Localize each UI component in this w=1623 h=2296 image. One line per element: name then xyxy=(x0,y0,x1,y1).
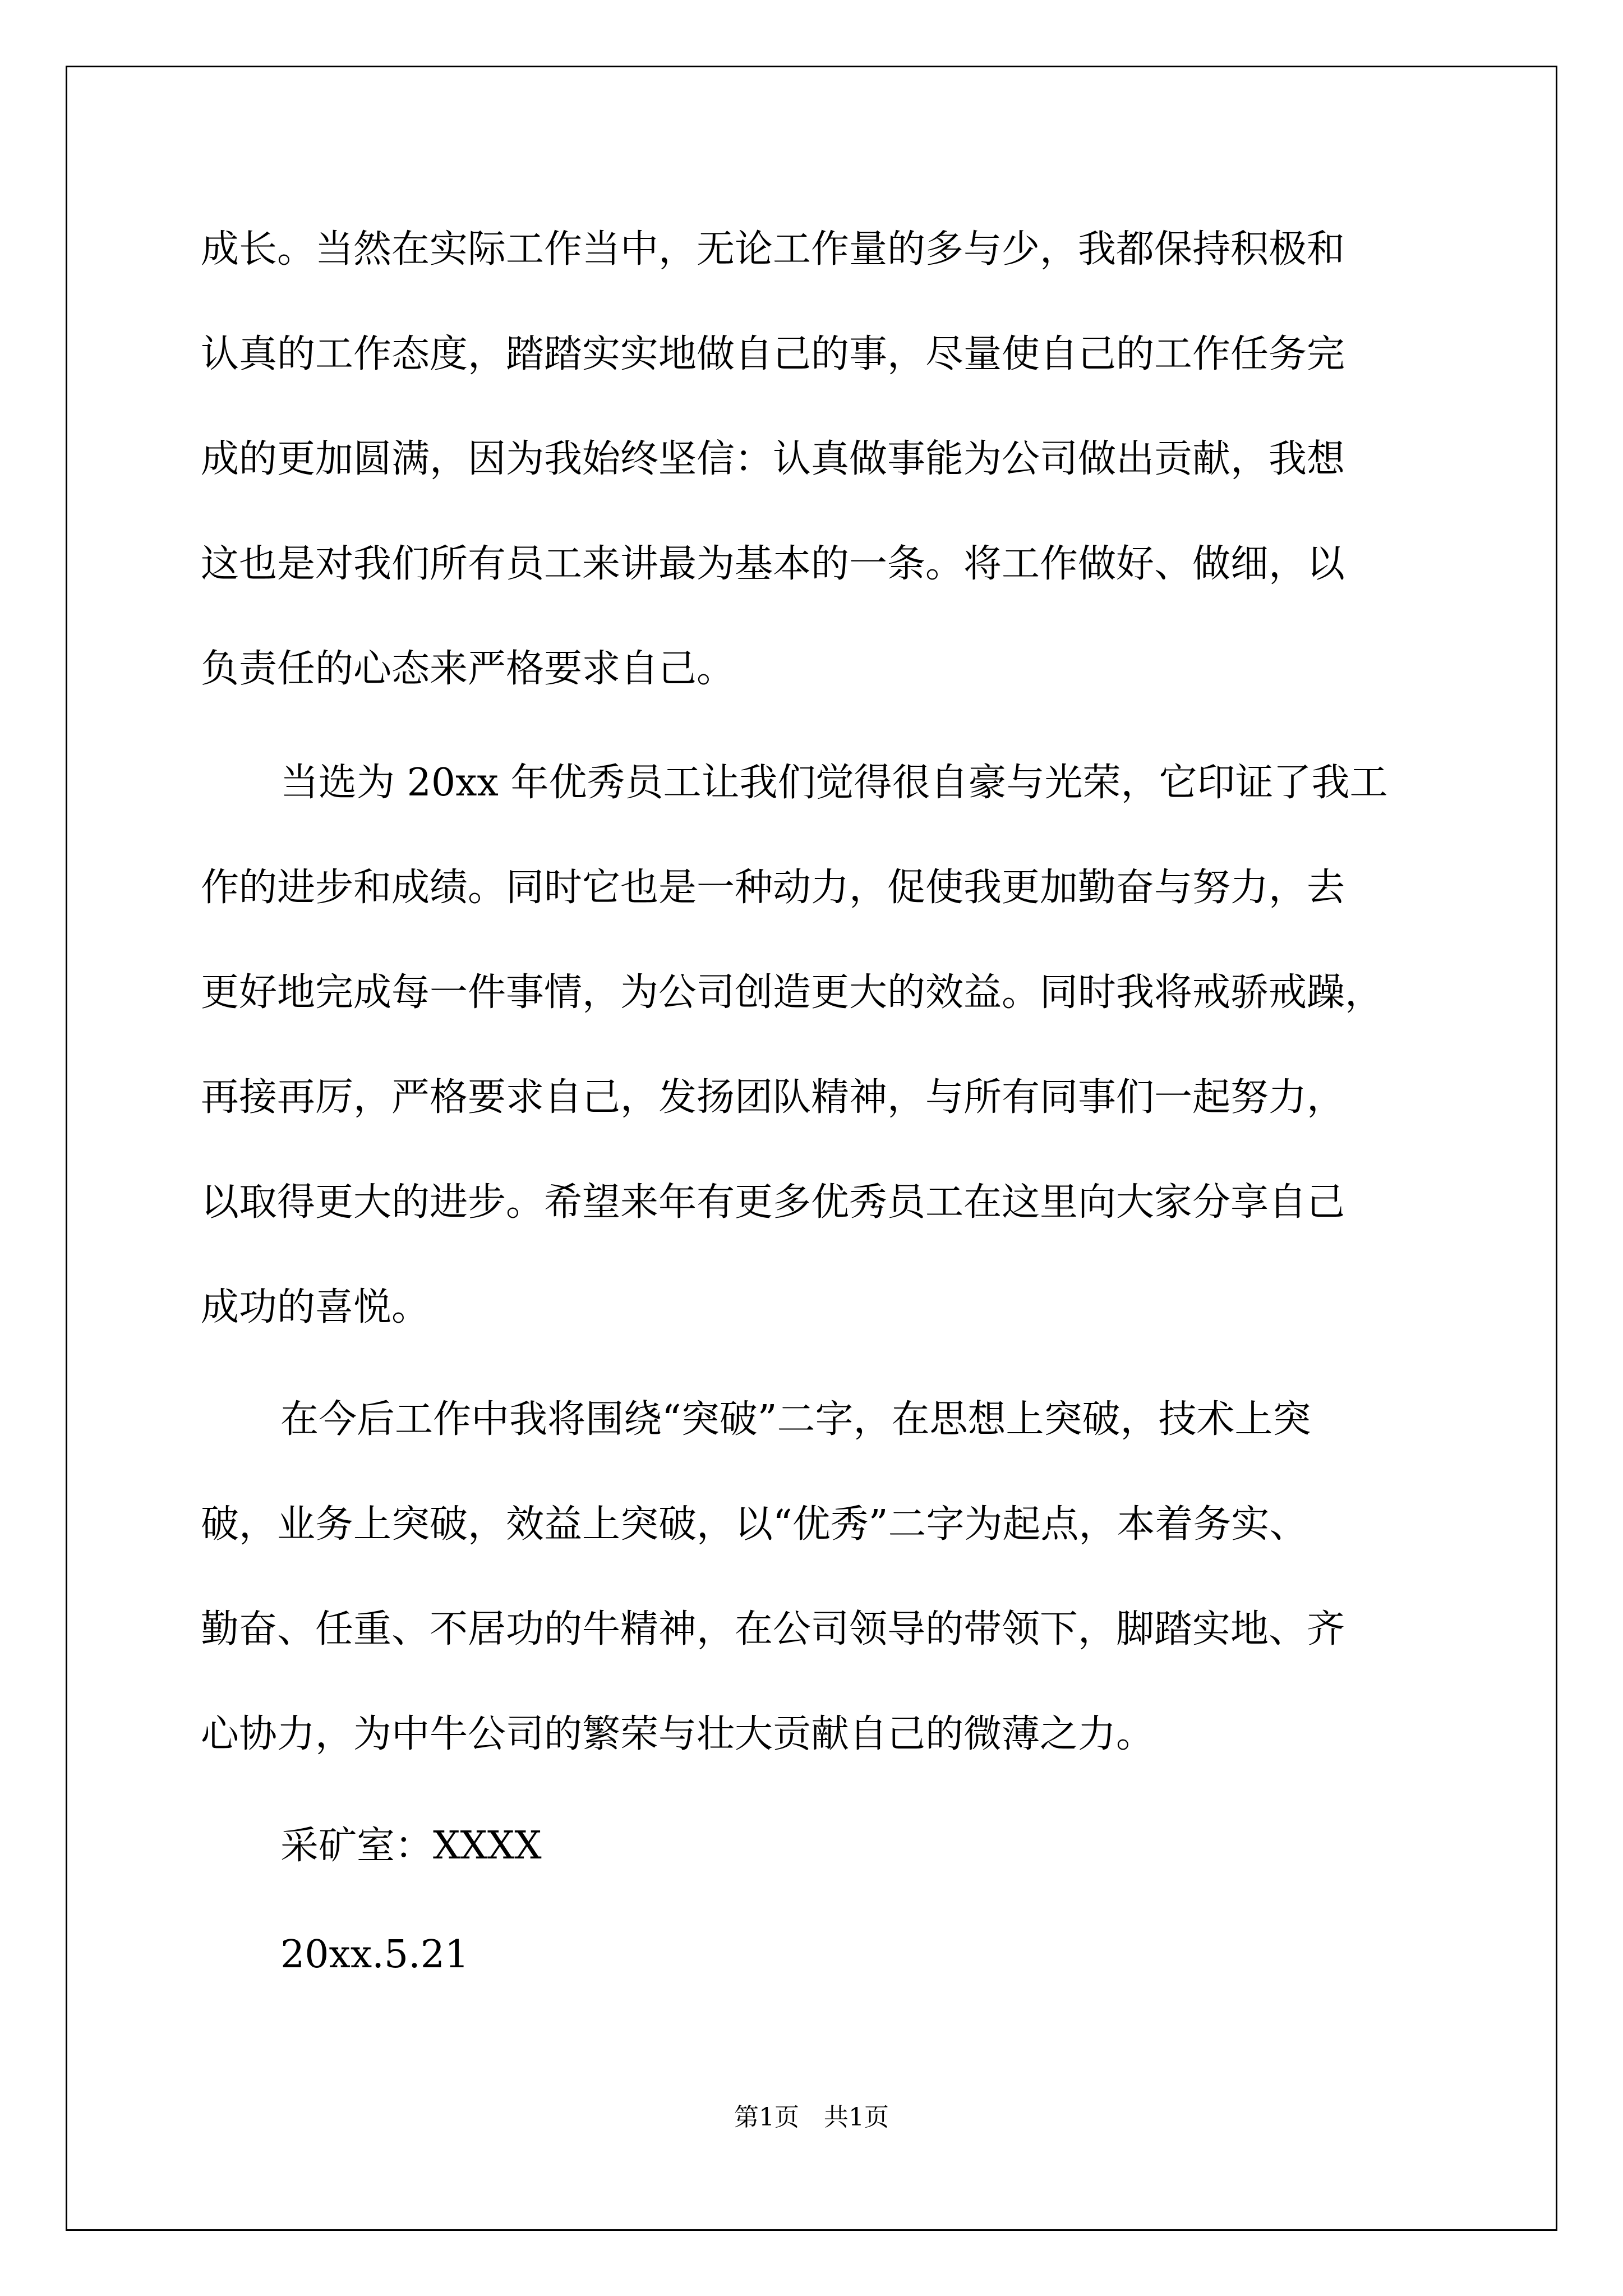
signature-department: 采矿室：XXXX xyxy=(280,1824,542,1868)
text-line: 更好地完成每一件事情，为公司创造更大的效益。同时我将戒骄戒躁， xyxy=(201,970,1384,1015)
text-line: 再接再厉，严格要求自己，发扬团队精神，与所有同事们一起努力， xyxy=(201,1075,1345,1120)
page-border xyxy=(66,66,1557,2231)
text-line: 当选为 20xx 年优秀员工让我们觉得很自豪与光荣，它印证了我工 xyxy=(280,761,1388,805)
page-number: 第1页 共1页 xyxy=(734,2103,889,2132)
text-line: 成长。当然在实际工作当中，无论工作量的多与少，我都保持积极和 xyxy=(201,227,1345,272)
text-line: 这也是对我们所有员工来讲最为基本的一条。将工作做好、做细，以 xyxy=(201,542,1345,586)
text-line: 以取得更大的进步。希望来年有更多优秀员工在这里向大家分享自己 xyxy=(201,1180,1345,1225)
text-line: 作的进步和成绩。同时它也是一种动力，促使我更加勤奋与努力，去 xyxy=(201,866,1345,910)
text-line: 心协力，为中牛公司的繁荣与壮大贡献自己的微薄之力。 xyxy=(201,1712,1155,1756)
text-line: 负责任的心态来严格要求自己。 xyxy=(201,647,735,691)
text-line: 成功的喜悦。 xyxy=(201,1285,430,1329)
text-line: 成的更加圆满，因为我始终坚信：认真做事能为公司做出贡献，我想 xyxy=(201,437,1345,481)
signature-date: 20xx.5.21 xyxy=(280,1932,469,1977)
text-line: 认真的工作态度，踏踏实实地做自己的事，尽量使自己的工作任务完 xyxy=(201,332,1345,376)
text-line: 在今后工作中我将围绕“突破”二字，在思想上突破，技术上突 xyxy=(280,1397,1311,1442)
text-line: 勤奋、任重、不居功的牛精神，在公司领导的带领下，脚踏实地、齐 xyxy=(201,1607,1345,1651)
text-line: 破，业务上突破，效益上突破，以“优秀”二字为起点，本着务实、 xyxy=(201,1502,1308,1547)
